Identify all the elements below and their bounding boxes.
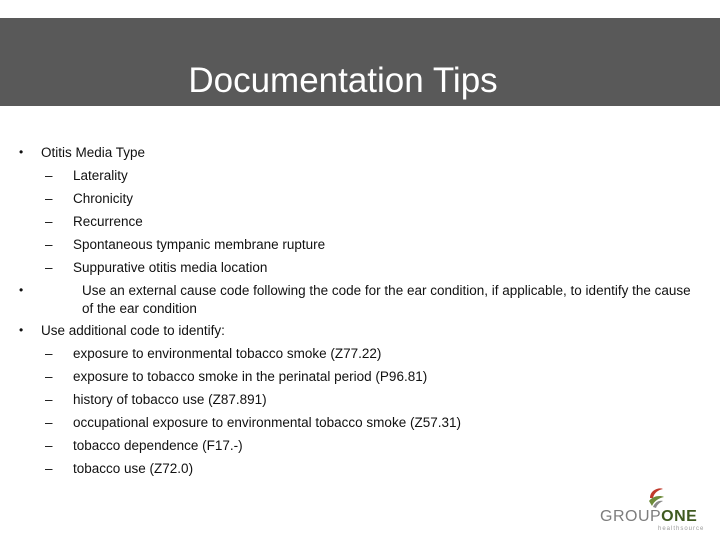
sub-item-text: tobacco dependence (F17.-) [73,438,243,453]
dash-marker: – [45,415,53,430]
company-logo [600,486,716,536]
sub-item-text: Recurrence [73,214,143,229]
sub-item-text: history of tobacco use (Z87.891) [73,392,267,407]
sub-item-text: Chronicity [73,191,134,206]
logo-word-group: GROUP [600,508,662,525]
sub-item-text: tobacco use (Z72.0) [73,461,194,476]
dash-marker: – [45,392,53,407]
sub-item-text: exposure to environmental tobacco smoke (Z77.22) [73,346,382,361]
dash-marker: – [45,260,53,275]
sub-item-text: Suppurative otitis media location [73,260,268,275]
dash-marker: – [45,191,53,206]
bullet-item [0,279,720,319]
dash-marker: – [45,369,53,384]
sub-item [0,256,720,279]
sub-item [0,365,720,388]
bullet-list [0,141,720,480]
dash-marker: – [45,461,53,476]
sub-item [0,457,720,480]
sub-item [0,342,720,365]
bullet-item [0,319,720,342]
sub-item-text: occupational exposure to environmental tobacco smoke (Z57.31) [73,415,461,430]
sub-item-text: exposure to tobacco smoke in the perinatal period (P96.81) [73,369,428,384]
sub-item [0,233,720,256]
bullet-text: Otitis Media Type [41,145,146,160]
dash-marker: – [45,168,53,183]
logo-subtitle: healthsource [658,526,705,532]
sub-item [0,210,720,233]
bullet-marker: • [19,145,24,159]
logo-wordmark [600,508,697,526]
sub-item [0,187,720,210]
dash-marker: – [45,237,53,252]
sub-item [0,411,720,434]
bullet-marker: • [19,283,24,297]
slide-title: Documentation Tips [188,61,498,100]
logo-word-one: ONE [661,508,698,525]
bullet-marker: • [19,323,24,337]
dash-marker: – [45,438,53,453]
dash-marker: – [45,346,53,361]
bullet-text: Use an external cause code following the code for the ear condition, if applicable, to identify the cause of the ear condition [82,283,691,316]
sub-item [0,388,720,411]
sub-item-text: Spontaneous tympanic membrane rupture [73,237,326,252]
sub-item [0,164,720,187]
dash-marker: – [45,214,53,229]
sub-item-text: Laterality [73,168,128,183]
sub-item [0,434,720,457]
bullet-item [0,141,720,164]
bullet-text: Use additional code to identify: [41,323,225,338]
logo-mark-icon [647,486,665,508]
